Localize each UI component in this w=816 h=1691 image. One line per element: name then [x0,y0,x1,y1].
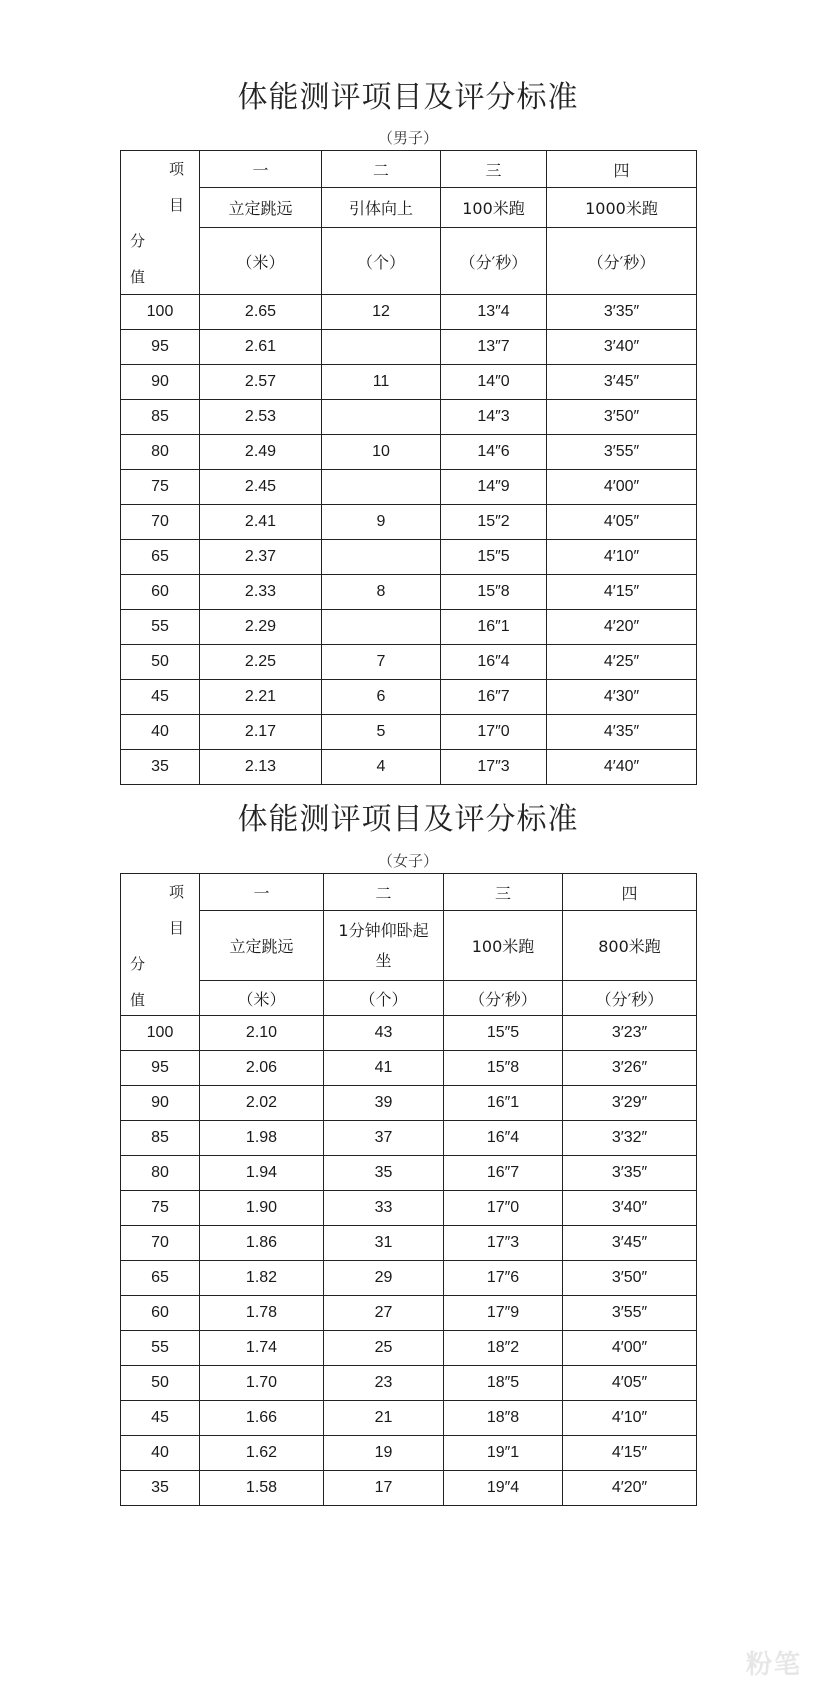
women-unit-1: （米） [200,981,324,1016]
men-score-table [120,150,697,785]
cell-long-run: 3′32″ [563,1121,697,1156]
corner-item-char-1: 项 [169,883,185,901]
cell-standing-jump: 1.58 [200,1471,324,1506]
men-item-standing-jump: 立定跳远 [200,188,322,228]
cell-standing-jump: 1.70 [200,1366,324,1401]
cell-standing-jump: 1.86 [200,1226,324,1261]
cell-score: 75 [121,470,200,505]
women-item-sit-up: 1分钟仰卧起坐 [324,911,444,981]
cell-score: 40 [121,715,200,750]
table-row [121,1261,697,1296]
cell-count: 11 [322,365,441,400]
cell-score: 100 [121,295,200,330]
cell-count: 19 [324,1436,444,1471]
cell-sprint-100m: 14″3 [441,400,547,435]
cell-count: 31 [324,1226,444,1261]
cell-standing-jump: 1.90 [200,1191,324,1226]
cell-long-run: 3′55″ [563,1296,697,1331]
table-row [121,1331,697,1366]
cell-score: 95 [121,1051,200,1086]
cell-standing-jump: 1.98 [200,1121,324,1156]
men-group-1: 一 [200,151,322,188]
table-row [121,1191,697,1226]
corner-item-char-1: 项 [169,160,185,178]
table-row [121,715,697,750]
cell-sprint-100m: 16″4 [441,645,547,680]
corner-score-char-2: 值 [130,991,146,1009]
women-unit-3: （分′秒） [444,981,563,1016]
women-item-100m: 100米跑 [444,911,563,981]
cell-standing-jump: 1.94 [200,1156,324,1191]
cell-score: 35 [121,750,200,785]
cell-sprint-100m: 18″8 [444,1401,563,1436]
table-row [121,1051,697,1086]
cell-count [322,330,441,365]
cell-standing-jump: 2.17 [200,715,322,750]
men-unit-4: （分′秒） [547,228,697,295]
cell-long-run: 4′10″ [547,540,697,575]
cell-long-run: 3′35″ [563,1156,697,1191]
women-group-2: 二 [324,874,444,911]
cell-score: 35 [121,1471,200,1506]
cell-standing-jump: 2.13 [200,750,322,785]
cell-long-run: 4′00″ [563,1331,697,1366]
cell-standing-jump: 2.65 [200,295,322,330]
women-subtitle: （女子） [377,852,438,870]
women-group-4: 四 [563,874,697,911]
cell-count: 33 [324,1191,444,1226]
table-row [121,1016,697,1051]
cell-standing-jump: 2.06 [200,1051,324,1086]
cell-long-run: 3′29″ [563,1086,697,1121]
cell-score: 50 [121,1366,200,1401]
cell-long-run: 3′50″ [547,400,697,435]
cell-count: 39 [324,1086,444,1121]
cell-count: 12 [322,295,441,330]
cell-sprint-100m: 18″5 [444,1366,563,1401]
cell-count [322,400,441,435]
cell-count: 17 [324,1471,444,1506]
women-group-3: 三 [444,874,563,911]
table-row [121,470,697,505]
cell-count: 23 [324,1366,444,1401]
table-row [121,1471,697,1506]
cell-long-run: 3′40″ [547,330,697,365]
cell-score: 65 [121,1261,200,1296]
cell-count [322,470,441,505]
table-row [121,365,697,400]
cell-standing-jump: 2.25 [200,645,322,680]
cell-sprint-100m: 15″8 [444,1051,563,1086]
table-row [121,1156,697,1191]
watermark-logo: 粉笔 [745,1650,802,1680]
cell-long-run: 4′15″ [563,1436,697,1471]
cell-long-run: 4′25″ [547,645,697,680]
cell-sprint-100m: 16″1 [444,1086,563,1121]
cell-count: 5 [322,715,441,750]
cell-long-run: 3′35″ [547,295,697,330]
table-row [121,680,697,715]
corner-item-char-2: 目 [169,919,185,937]
corner-score-char-1: 分 [130,232,146,250]
cell-score: 85 [121,1121,200,1156]
cell-long-run: 4′05″ [547,505,697,540]
cell-score: 55 [121,1331,200,1366]
men-item-pull-up: 引体向上 [322,188,441,228]
cell-score: 85 [121,400,200,435]
women-item-standing-jump: 立定跳远 [200,911,324,981]
cell-long-run: 3′50″ [563,1261,697,1296]
cell-sprint-100m: 17″0 [441,715,547,750]
cell-long-run: 4′40″ [547,750,697,785]
cell-sprint-100m: 17″3 [444,1226,563,1261]
cell-long-run: 3′40″ [563,1191,697,1226]
cell-sprint-100m: 17″6 [444,1261,563,1296]
cell-sprint-100m: 19″1 [444,1436,563,1471]
cell-long-run: 4′10″ [563,1401,697,1436]
cell-count: 7 [322,645,441,680]
cell-long-run: 4′00″ [547,470,697,505]
cell-standing-jump: 2.29 [200,610,322,645]
cell-score: 45 [121,1401,200,1436]
cell-long-run: 3′26″ [563,1051,697,1086]
men-subtitle: （男子） [377,129,438,147]
table-row [121,610,697,645]
cell-sprint-100m: 17″3 [441,750,547,785]
women-unit-2: （个） [324,981,444,1016]
cell-count: 35 [324,1156,444,1191]
women-score-table [120,873,697,1506]
men-group-4: 四 [547,151,697,188]
table-row [121,400,697,435]
cell-sprint-100m: 19″4 [444,1471,563,1506]
table-row [121,645,697,680]
men-group-3: 三 [441,151,547,188]
men-unit-1: （米） [200,228,322,295]
cell-standing-jump: 2.45 [200,470,322,505]
table-row [121,1226,697,1261]
women-unit-4: （分′秒） [563,981,697,1016]
cell-sprint-100m: 13″7 [441,330,547,365]
cell-long-run: 3′23″ [563,1016,697,1051]
cell-score: 60 [121,1296,200,1331]
table-row [121,1121,697,1156]
cell-count: 25 [324,1331,444,1366]
cell-long-run: 4′05″ [563,1366,697,1401]
cell-score: 95 [121,330,200,365]
cell-standing-jump: 1.66 [200,1401,324,1436]
corner-item-char-2: 目 [169,196,185,214]
table-row [121,1296,697,1331]
cell-long-run: 4′30″ [547,680,697,715]
table-row [121,540,697,575]
men-unit-3: （分′秒） [441,228,547,295]
cell-standing-jump: 2.41 [200,505,322,540]
cell-standing-jump: 2.33 [200,575,322,610]
cell-count: 41 [324,1051,444,1086]
cell-sprint-100m: 15″2 [441,505,547,540]
cell-score: 80 [121,1156,200,1191]
cell-score: 60 [121,575,200,610]
cell-count: 6 [322,680,441,715]
cell-score: 90 [121,365,200,400]
cell-sprint-100m: 14″6 [441,435,547,470]
cell-count: 8 [322,575,441,610]
cell-sprint-100m: 14″9 [441,470,547,505]
cell-standing-jump: 2.53 [200,400,322,435]
cell-standing-jump: 1.62 [200,1436,324,1471]
cell-standing-jump: 1.82 [200,1261,324,1296]
men-item-100m: 100米跑 [441,188,547,228]
cell-score: 80 [121,435,200,470]
cell-count: 43 [324,1016,444,1051]
table-row [121,330,697,365]
cell-count [322,610,441,645]
women-corner-cell [121,874,200,1016]
cell-sprint-100m: 17″9 [444,1296,563,1331]
women-group-1: 一 [200,874,324,911]
cell-long-run: 4′35″ [547,715,697,750]
table-row [121,1436,697,1471]
women-item-800m: 800米跑 [563,911,697,981]
cell-count: 21 [324,1401,444,1436]
cell-sprint-100m: 15″5 [441,540,547,575]
cell-sprint-100m: 15″5 [444,1016,563,1051]
cell-sprint-100m: 16″1 [441,610,547,645]
cell-standing-jump: 2.02 [200,1086,324,1121]
cell-long-run: 3′45″ [563,1226,697,1261]
men-item-1000m: 1000米跑 [547,188,697,228]
cell-count: 10 [322,435,441,470]
cell-score: 40 [121,1436,200,1471]
cell-standing-jump: 2.57 [200,365,322,400]
men-title: 体能测评项目及评分标准 [237,80,579,115]
table-row [121,1401,697,1436]
cell-sprint-100m: 14″0 [441,365,547,400]
cell-count [322,540,441,575]
cell-count: 27 [324,1296,444,1331]
cell-score: 50 [121,645,200,680]
men-group-2: 二 [322,151,441,188]
cell-standing-jump: 1.78 [200,1296,324,1331]
table-row [121,575,697,610]
cell-long-run: 4′20″ [563,1471,697,1506]
cell-standing-jump: 2.49 [200,435,322,470]
cell-standing-jump: 1.74 [200,1331,324,1366]
cell-count: 9 [322,505,441,540]
table-row [121,750,697,785]
cell-count: 29 [324,1261,444,1296]
cell-score: 55 [121,610,200,645]
cell-score: 100 [121,1016,200,1051]
cell-sprint-100m: 13″4 [441,295,547,330]
corner-score-char-1: 分 [130,955,146,973]
cell-standing-jump: 2.10 [200,1016,324,1051]
cell-score: 90 [121,1086,200,1121]
cell-score: 45 [121,680,200,715]
cell-standing-jump: 2.37 [200,540,322,575]
cell-sprint-100m: 15″8 [441,575,547,610]
cell-long-run: 3′55″ [547,435,697,470]
cell-count: 4 [322,750,441,785]
cell-sprint-100m: 16″7 [444,1156,563,1191]
cell-score: 75 [121,1191,200,1226]
women-title: 体能测评项目及评分标准 [237,802,579,837]
table-row [121,1086,697,1121]
cell-long-run: 4′15″ [547,575,697,610]
table-row [121,295,697,330]
table-row [121,505,697,540]
cell-score: 65 [121,540,200,575]
cell-standing-jump: 2.61 [200,330,322,365]
table-row [121,435,697,470]
cell-sprint-100m: 18″2 [444,1331,563,1366]
cell-count: 37 [324,1121,444,1156]
cell-sprint-100m: 16″7 [441,680,547,715]
cell-sprint-100m: 16″4 [444,1121,563,1156]
men-corner-cell [121,151,200,295]
cell-score: 70 [121,505,200,540]
cell-long-run: 3′45″ [547,365,697,400]
cell-long-run: 4′20″ [547,610,697,645]
cell-score: 70 [121,1226,200,1261]
men-unit-2: （个） [322,228,441,295]
cell-sprint-100m: 17″0 [444,1191,563,1226]
corner-score-char-2: 值 [130,268,146,286]
cell-standing-jump: 2.21 [200,680,322,715]
table-row [121,1366,697,1401]
